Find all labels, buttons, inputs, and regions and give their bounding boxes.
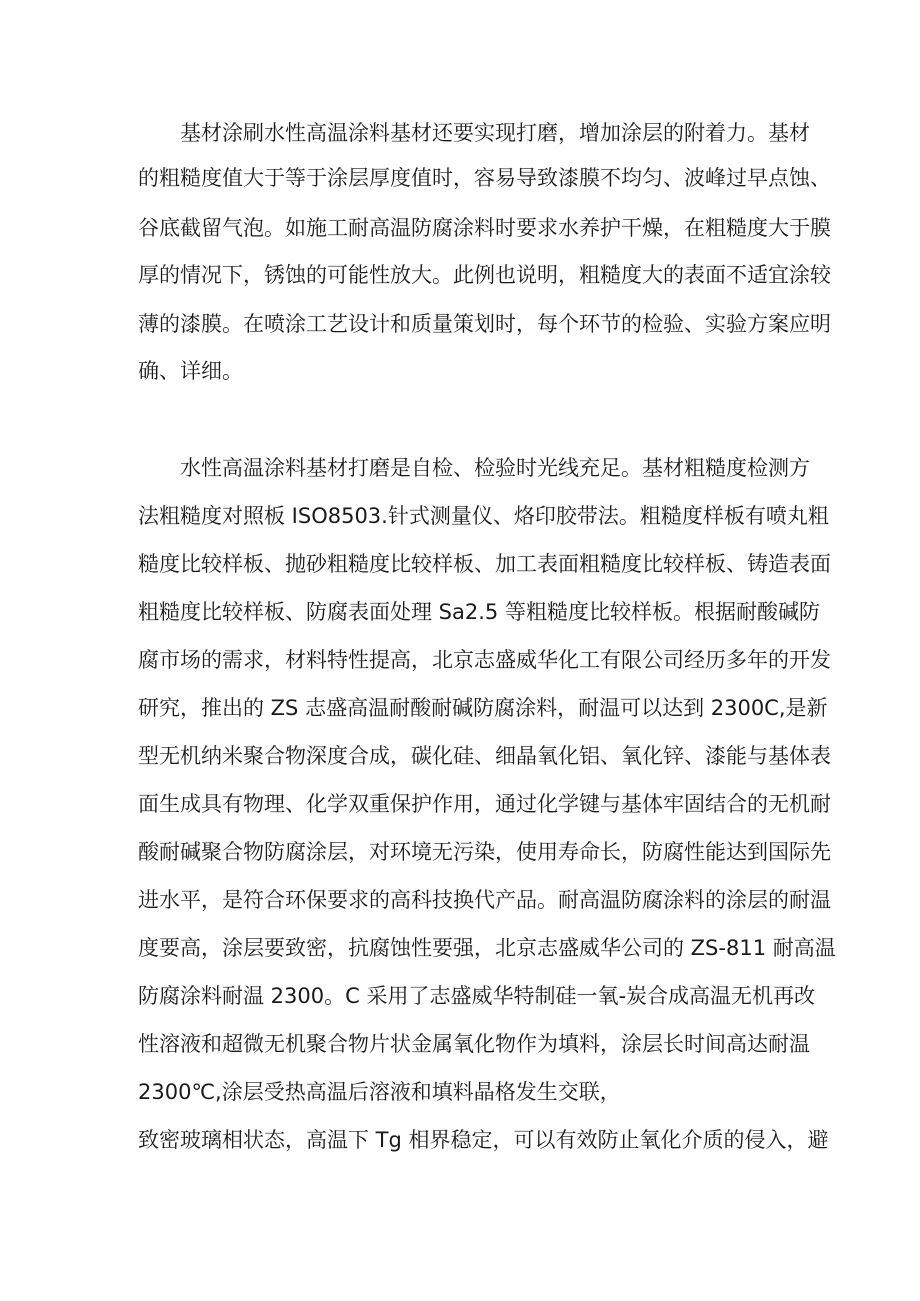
paragraph-line: 进水平，是符合环保要求的高科技换代产品。耐高温防腐涂料的涂层的耐温 xyxy=(138,888,831,912)
paragraph-line: 研究，推出的 ZS 志盛高温耐酸耐碱防腐涂料，耐温可以达到 2300C,是新 xyxy=(138,696,828,720)
paragraph-line: 糙度比较样板、抛砂粗糙度比较样板、加工表面粗糙度比较样板、铸造表面 xyxy=(138,552,831,576)
paragraph-line: 防腐涂料耐温 2300。C 采用了志盛威华特制硅一氧-炭合成高温无机再改 xyxy=(138,984,816,1008)
paragraph-line: 薄的漆膜。在喷涂工艺设计和质量策划时，每个环节的检验、实验方案应明 xyxy=(138,312,831,336)
paragraph-line: 谷底截留气泡。如施工耐高温防腐涂料时要求水养护干燥，在粗糙度大于膜 xyxy=(138,216,831,240)
paragraph-line: 粗糙度比较样板、防腐表面处理 Sa2.5 等粗糙度比较样板。根据耐酸碱防 xyxy=(138,600,820,624)
paragraph-line: 厚的情况下，锈蚀的可能性放大。此例也说明，粗糙度大的表面不适宜涂较 xyxy=(138,263,831,287)
paragraph-line: 度要高，涂层要致密，抗腐蚀性要强，北京志盛威华公司的 ZS-811 耐高温 xyxy=(138,936,836,960)
paragraph-line: 2300℃,涂层受热高温后溶液和填料晶格发生交联， xyxy=(138,1080,621,1104)
paragraph-line: 型无机纳米聚合物深度合成，碳化硅、细晶氧化铝、氧化锌、漆能与基体表 xyxy=(138,744,831,768)
paragraph-line: 致密玻璃相状态，高温下 Tg 相界稳定，可以有效防止氧化介质的侵入，避 xyxy=(138,1128,829,1152)
paragraph-line: 酸耐碱聚合物防腐涂层，对环境无污染，使用寿命长，防腐性能达到国际先 xyxy=(138,840,831,864)
paragraph-line: 基材涂刷水性高温涂料基材还要实现打磨，增加涂层的附着力。基材 xyxy=(180,121,810,145)
paragraph-line: 水性高温涂料基材打磨是自检、检验时光线充足。基材粗糙度检测方 xyxy=(180,456,810,480)
paragraph-line: 腐市场的需求，材料特性提高，北京志盛威华化工有限公司经历多年的开发 xyxy=(138,648,831,672)
paragraph-line: 的粗糙度值大于等于涂层厚度值时，容易导致漆膜不均匀、波峰过早点蚀、 xyxy=(138,166,831,190)
paragraph-line: 法粗糙度对照板 ISO8503.针式测量仪、烙印胶带法。粗糙度样板有喷丸粗 xyxy=(138,504,829,528)
paragraph-line: 确、详细。 xyxy=(138,359,243,383)
paragraph-line: 性溶液和超微无机聚合物片状金属氧化物作为填料，涂层长时间高达耐温 xyxy=(138,1032,810,1056)
paragraph-line: 面生成具有物理、化学双重保护作用，通过化学键与基体牢固结合的无机耐 xyxy=(138,792,831,816)
